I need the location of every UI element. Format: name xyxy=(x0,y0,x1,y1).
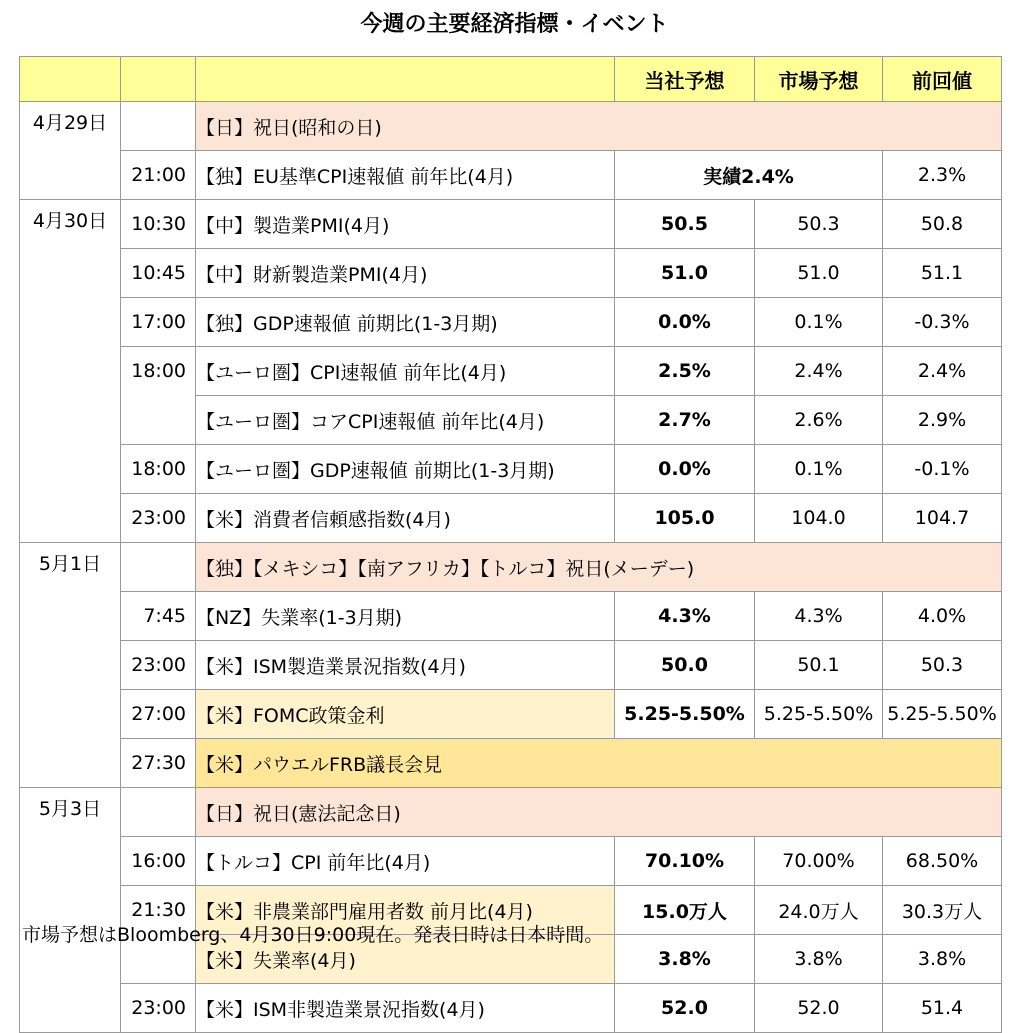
previous-value-cell: 2.4% xyxy=(883,347,1002,396)
date-cell: 4月29日 xyxy=(20,102,121,151)
market-forecast-cell: 2.4% xyxy=(755,347,883,396)
own-forecast-cell: 50.5 xyxy=(615,200,755,249)
market-forecast-cell: 50.3 xyxy=(755,200,883,249)
own-forecast-cell: 50.0 xyxy=(615,641,755,690)
market-forecast-cell: 5.25-5.50% xyxy=(755,690,883,739)
event-cell: 【ユーロ圏】GDP速報値 前期比(1-3月期) xyxy=(196,445,615,494)
header-row xyxy=(20,57,1002,102)
table-row xyxy=(20,200,1002,249)
table-row xyxy=(20,592,1002,641)
market-forecast-cell: 50.1 xyxy=(755,641,883,690)
own-forecast-cell: 4.3% xyxy=(615,592,755,641)
table-row xyxy=(20,396,1002,445)
own-forecast-cell: 2.5% xyxy=(615,347,755,396)
own-forecast-cell: 0.0% xyxy=(615,298,755,347)
market-forecast-cell: 24.0万人 xyxy=(755,886,883,935)
date-cell xyxy=(20,739,121,788)
date-cell: 5月1日 xyxy=(20,543,121,592)
market-forecast-cell: 51.0 xyxy=(755,249,883,298)
time-cell: 10:45 xyxy=(121,249,196,298)
event-cell: 【中】製造業PMI(4月) xyxy=(196,200,615,249)
own-forecast-cell: 3.8% xyxy=(615,935,755,984)
date-cell xyxy=(20,298,121,347)
previous-value-cell: 50.8 xyxy=(883,200,1002,249)
time-cell: 16:00 xyxy=(121,837,196,886)
header-market-forecast: 市場予想 xyxy=(755,57,883,102)
time-cell xyxy=(121,543,196,592)
own-forecast-cell: 51.0 xyxy=(615,249,755,298)
event-cell: 【米】ISM非製造業景況指数(4月) xyxy=(196,984,615,1033)
table-row xyxy=(20,788,1002,837)
date-cell xyxy=(20,151,121,200)
event-cell: 【日】祝日(憲法記念日) xyxy=(196,788,1002,837)
own-forecast-cell: 105.0 xyxy=(615,494,755,543)
previous-value-cell: -0.1% xyxy=(883,445,1002,494)
time-cell: 23:00 xyxy=(121,641,196,690)
market-forecast-cell: 3.8% xyxy=(755,935,883,984)
economic-calendar-table xyxy=(19,56,1002,1033)
header-date xyxy=(20,57,121,102)
time-cell xyxy=(121,396,196,445)
market-forecast-cell: 0.1% xyxy=(755,298,883,347)
own-forecast-cell: 2.7% xyxy=(615,396,755,445)
event-cell: 【日】祝日(昭和の日) xyxy=(196,102,1002,151)
date-cell xyxy=(20,690,121,739)
market-forecast-cell: 2.6% xyxy=(755,396,883,445)
date-cell xyxy=(20,984,121,1033)
previous-value-cell: 68.50% xyxy=(883,837,1002,886)
own-forecast-cell: 15.0万人 xyxy=(615,886,755,935)
own-forecast-cell: 0.0% xyxy=(615,445,755,494)
header-previous: 前回値 xyxy=(883,57,1002,102)
event-cell: 【中】財新製造業PMI(4月) xyxy=(196,249,615,298)
previous-value-cell: 2.9% xyxy=(883,396,1002,445)
header-own-forecast: 当社予想 xyxy=(615,57,755,102)
event-cell: 【米】消費者信頼感指数(4月) xyxy=(196,494,615,543)
event-cell: 【トルコ】CPI 前年比(4月) xyxy=(196,837,615,886)
date-cell xyxy=(20,396,121,445)
event-cell: 【米】パウエルFRB議長会見 xyxy=(196,739,1002,788)
table-row xyxy=(20,151,1002,200)
previous-value-cell: -0.3% xyxy=(883,298,1002,347)
event-cell: 【独】GDP速報値 前期比(1-3月期) xyxy=(196,298,615,347)
date-cell: 5月3日 xyxy=(20,788,121,837)
previous-value-cell: 5.25-5.50% xyxy=(883,690,1002,739)
own-forecast-cell: 70.10% xyxy=(615,837,755,886)
table-row xyxy=(20,298,1002,347)
market-forecast-cell: 4.3% xyxy=(755,592,883,641)
time-cell: 27:30 xyxy=(121,739,196,788)
own-forecast-cell: 52.0 xyxy=(615,984,755,1033)
table-row xyxy=(20,347,1002,396)
header-event xyxy=(196,57,615,102)
time-cell: 21:30 xyxy=(121,886,196,935)
time-cell: 18:00 xyxy=(121,445,196,494)
time-cell xyxy=(121,102,196,151)
previous-value-cell: 51.1 xyxy=(883,249,1002,298)
table-row xyxy=(20,543,1002,592)
table-row xyxy=(20,690,1002,739)
previous-value-cell: 51.4 xyxy=(883,984,1002,1033)
table-row xyxy=(20,445,1002,494)
previous-value-cell: 104.7 xyxy=(883,494,1002,543)
table-row xyxy=(20,641,1002,690)
table-row xyxy=(20,102,1002,151)
event-cell: 【独】【メキシコ】【南アフリカ】【トルコ】祝日(メーデー) xyxy=(196,543,1002,592)
date-cell xyxy=(20,494,121,543)
date-cell xyxy=(20,641,121,690)
header-time xyxy=(121,57,196,102)
date-cell xyxy=(20,347,121,396)
previous-value-cell: 30.3万人 xyxy=(883,886,1002,935)
event-cell: 【米】非農業部門雇用者数 前月比(4月) xyxy=(196,886,615,935)
event-cell: 【NZ】失業率(1-3月期) xyxy=(196,592,615,641)
date-cell xyxy=(20,592,121,641)
actual-value-cell: 実績2.4% xyxy=(615,151,883,200)
own-forecast-cell: 5.25-5.50% xyxy=(615,690,755,739)
table-row xyxy=(20,984,1002,1033)
event-cell: 【ユーロ圏】コアCPI速報値 前年比(4月) xyxy=(196,396,615,445)
event-cell: 【米】失業率(4月) xyxy=(196,935,615,984)
page-title: 今週の主要経済指標・イベント xyxy=(360,12,669,37)
time-cell: 7:45 xyxy=(121,592,196,641)
time-cell: 23:00 xyxy=(121,984,196,1033)
event-cell: 【米】ISM製造業景況指数(4月) xyxy=(196,641,615,690)
time-cell: 23:00 xyxy=(121,494,196,543)
previous-value-cell: 50.3 xyxy=(883,641,1002,690)
time-cell: 18:00 xyxy=(121,347,196,396)
date-cell: 4月30日 xyxy=(20,200,121,249)
table-row xyxy=(20,739,1002,788)
market-forecast-cell: 104.0 xyxy=(755,494,883,543)
market-forecast-cell: 70.00% xyxy=(755,837,883,886)
time-cell: 21:00 xyxy=(121,151,196,200)
table-row xyxy=(20,249,1002,298)
date-cell xyxy=(20,445,121,494)
market-forecast-cell: 52.0 xyxy=(755,984,883,1033)
previous-value-cell: 2.3% xyxy=(883,151,1002,200)
market-forecast-cell: 0.1% xyxy=(755,445,883,494)
date-cell xyxy=(20,837,121,886)
date-cell xyxy=(20,249,121,298)
time-cell: 17:00 xyxy=(121,298,196,347)
event-cell: 【米】FOMC政策金利 xyxy=(196,690,615,739)
footnote: 市場予想はBloomberg、4月30日9:00現在。発表日時は日本時間。 xyxy=(22,924,604,946)
previous-value-cell: 4.0% xyxy=(883,592,1002,641)
time-cell: 10:30 xyxy=(121,200,196,249)
event-cell: 【独】EU基準CPI速報値 前年比(4月) xyxy=(196,151,615,200)
event-cell: 【ユーロ圏】CPI速報値 前年比(4月) xyxy=(196,347,615,396)
time-cell: 27:00 xyxy=(121,690,196,739)
time-cell xyxy=(121,788,196,837)
previous-value-cell: 3.8% xyxy=(883,935,1002,984)
table-row xyxy=(20,837,1002,886)
table-row xyxy=(20,494,1002,543)
